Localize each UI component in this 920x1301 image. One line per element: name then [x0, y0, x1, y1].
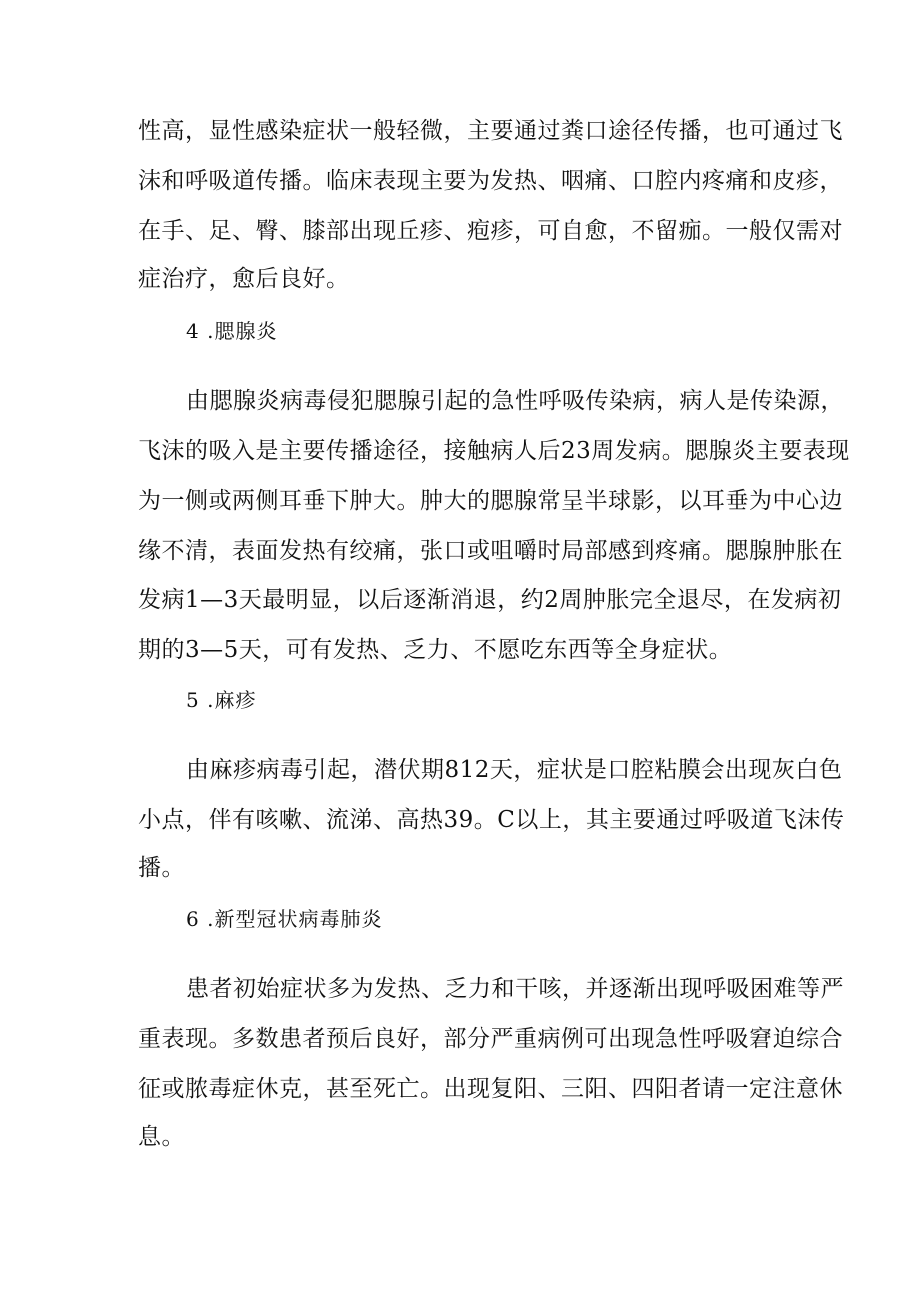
text-line: 发病1—3天最明显，以后逐渐消退，约2周肿胀完全退尽，在发病初 — [138, 587, 842, 613]
paragraph-line — [0, 580, 920, 620]
text-line: 由腮腺炎病毒侵犯腮腺引起的急性呼吸传染病，病人是传染源， — [186, 388, 844, 414]
text-line: 息。 — [138, 1124, 185, 1150]
text-line: 播。 — [138, 855, 185, 881]
paragraph-line — [0, 800, 920, 840]
paragraph-line — [0, 531, 920, 571]
paragraph-line — [0, 848, 920, 888]
text-line: 患者初始症状多为发热、乏力和干咳，并逐渐出现呼吸困难等严 — [186, 976, 844, 1002]
section-heading: 6 .新型冠状病毒肺炎 — [186, 907, 383, 931]
section-heading-covid19 — [0, 899, 920, 939]
text-line: 由麻疹病毒引起，潜伏期812天，症状是口腔粘膜会出现灰白色 — [186, 757, 843, 783]
paragraph-line — [0, 1117, 920, 1157]
text-line: 症治疗，愈后良好。 — [138, 266, 350, 292]
paragraph-line — [0, 750, 920, 790]
section-heading-measles — [0, 680, 920, 720]
paragraph-line — [0, 431, 920, 471]
paragraph-line — [0, 481, 920, 521]
section-heading-mumps — [0, 311, 920, 351]
paragraph-line — [0, 111, 920, 151]
paragraph-line — [0, 259, 920, 299]
text-line: 性高，显性感染症状一般轻微，主要通过粪口途径传播，也可通过飞 — [138, 118, 843, 144]
paragraph-line — [0, 969, 920, 1009]
text-line: 飞沫的吸入是主要传播途径，接触病人后23周发病。腮腺炎主要表现 — [138, 438, 850, 464]
paragraph-line — [0, 1019, 920, 1059]
text-line: 重表现。多数患者预后良好，部分严重病例可出现急性呼吸窘迫综合 — [138, 1026, 843, 1052]
paragraph-line — [0, 381, 920, 421]
paragraph-line — [0, 1069, 920, 1109]
paragraph-line — [0, 161, 920, 201]
paragraph-line — [0, 211, 920, 251]
text-line: 在手、足、臀、膝部出现丘疹、疱疹，可自愈，不留痂。一般仅需对 — [138, 218, 843, 244]
section-heading: 5 .麻疹 — [186, 688, 257, 712]
text-line: 缘不清，表面发热有绞痛，张口或咀嚼时局部感到疼痛。腮腺肿胀在 — [138, 538, 843, 564]
text-line: 期的3—5天，可有发热、乏力、不愿吃东西等全身症状。 — [138, 637, 733, 663]
text-line: 沫和呼吸道传播。临床表现主要为发热、咽痛、口腔内疼痛和皮疹， — [138, 168, 843, 194]
text-line: 征或脓毒症休克，甚至死亡。出现复阳、三阳、四阳者请一定注意休 — [138, 1076, 843, 1102]
section-heading: 4 .腮腺炎 — [186, 319, 278, 343]
text-line: 小点，伴有咳嗽、流涕、高热39。C以上，其主要通过呼吸道飞沫传 — [138, 807, 845, 833]
paragraph-line — [0, 630, 920, 670]
text-line: 为一侧或两侧耳垂下肿大。肿大的腮腺常呈半球影，以耳垂为中心边 — [138, 488, 843, 514]
